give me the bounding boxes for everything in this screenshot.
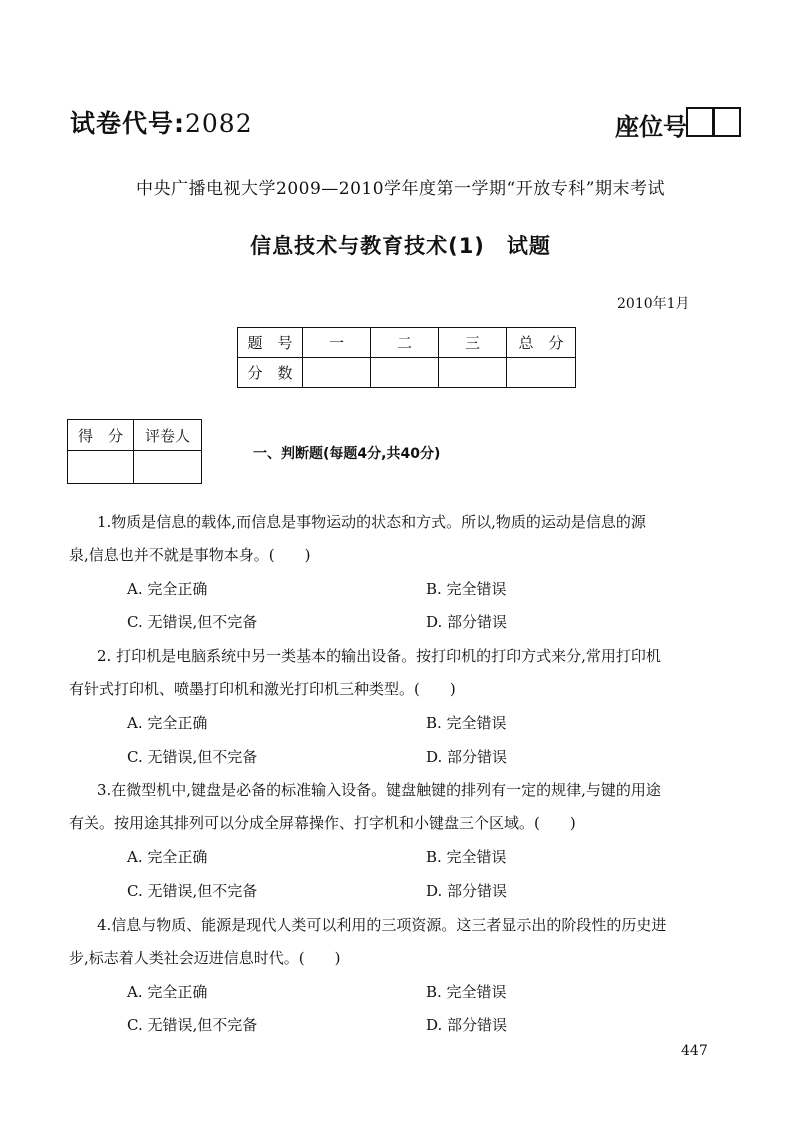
grader-score-cell[interactable] [68, 451, 134, 484]
option-d[interactable]: D. 部分错误 [426, 882, 508, 900]
question-text: 4.信息与物质、能源是现代人类可以利用的三项资源。这三者显示出的阶段性的历史进 [97, 916, 667, 934]
score-cell[interactable] [303, 358, 371, 388]
question-text: 泉,信息也并不就是事物本身。( ) [69, 546, 311, 564]
option-a[interactable]: A. 完全正确 [127, 580, 208, 598]
option-a[interactable]: A. 完全正确 [127, 848, 208, 866]
seat-label: 座位号 [615, 113, 687, 141]
question-text: 3.在微型机中,键盘是必备的标准输入设备。键盘触键的排列有一定的规律,与键的用途 [97, 781, 661, 799]
question-text: 2. 打印机是电脑系统中另一类基本的输出设备。按打印机的打印方式来分,常用打印机 [97, 647, 661, 665]
score-cell[interactable] [439, 358, 507, 388]
option-d[interactable]: D. 部分错误 [426, 1016, 508, 1034]
page-number: 447 [681, 1043, 708, 1059]
score-header: 三 [439, 328, 507, 358]
option-a[interactable]: A. 完全正确 [127, 714, 208, 732]
score-header: 二 [371, 328, 439, 358]
option-b[interactable]: B. 完全错误 [426, 714, 507, 732]
section-title: 一、判断题(每题4分,共40分) [253, 446, 441, 462]
question-text: 有关。按用途其排列可以分成全屏幕操作、打字机和小键盘三个区域。( ) [69, 814, 576, 832]
option-d[interactable]: D. 部分错误 [426, 613, 508, 631]
option-d[interactable]: D. 部分错误 [426, 748, 508, 766]
grader-marker-cell[interactable] [134, 451, 202, 484]
score-cell[interactable] [507, 358, 576, 388]
score-table [237, 327, 576, 388]
option-b[interactable]: B. 完全错误 [426, 580, 507, 598]
question-3 [69, 774, 742, 840]
paper-code-value: 2082 [185, 109, 253, 138]
exam-date: 2010年1月 [617, 296, 690, 312]
score-row-label: 分 数 [238, 358, 303, 388]
option-c[interactable]: C. 无错误,但不完备 [127, 613, 258, 631]
exam-title: 中央广播电视大学2009—2010学年度第一学期“开放专科”期末考试 [136, 179, 665, 199]
grader-header-marker: 评卷人 [134, 420, 202, 451]
paper-code [70, 104, 253, 140]
score-cell[interactable] [371, 358, 439, 388]
course-title: 信息技术与教育技术(1) 试题 [250, 234, 551, 258]
seat-box[interactable] [713, 107, 741, 137]
paper-code-label: 试卷代号: [70, 109, 185, 138]
question-text: 有针式打印机、喷墨打印机和激光打印机三种类型。( ) [69, 680, 456, 698]
question-text: 步,标志着人类社会迈进信息时代。( ) [69, 949, 341, 967]
question-2 [69, 640, 742, 706]
seat-number [615, 107, 741, 142]
score-header: 一 [303, 328, 371, 358]
score-header: 题 号 [238, 328, 303, 358]
seat-box[interactable] [686, 107, 714, 137]
option-a[interactable]: A. 完全正确 [127, 983, 208, 1001]
grader-table [67, 419, 202, 484]
option-c[interactable]: C. 无错误,但不完备 [127, 882, 258, 900]
option-b[interactable]: B. 完全错误 [426, 848, 507, 866]
option-b[interactable]: B. 完全错误 [426, 983, 507, 1001]
score-header: 总 分 [507, 328, 576, 358]
option-c[interactable]: C. 无错误,但不完备 [127, 748, 258, 766]
question-1 [69, 506, 742, 572]
grader-header-score: 得 分 [68, 420, 134, 451]
option-c[interactable]: C. 无错误,但不完备 [127, 1016, 258, 1034]
question-text: 1.物质是信息的载体,而信息是事物运动的状态和方式。所以,物质的运动是信息的源 [97, 513, 646, 531]
question-4 [69, 909, 742, 975]
